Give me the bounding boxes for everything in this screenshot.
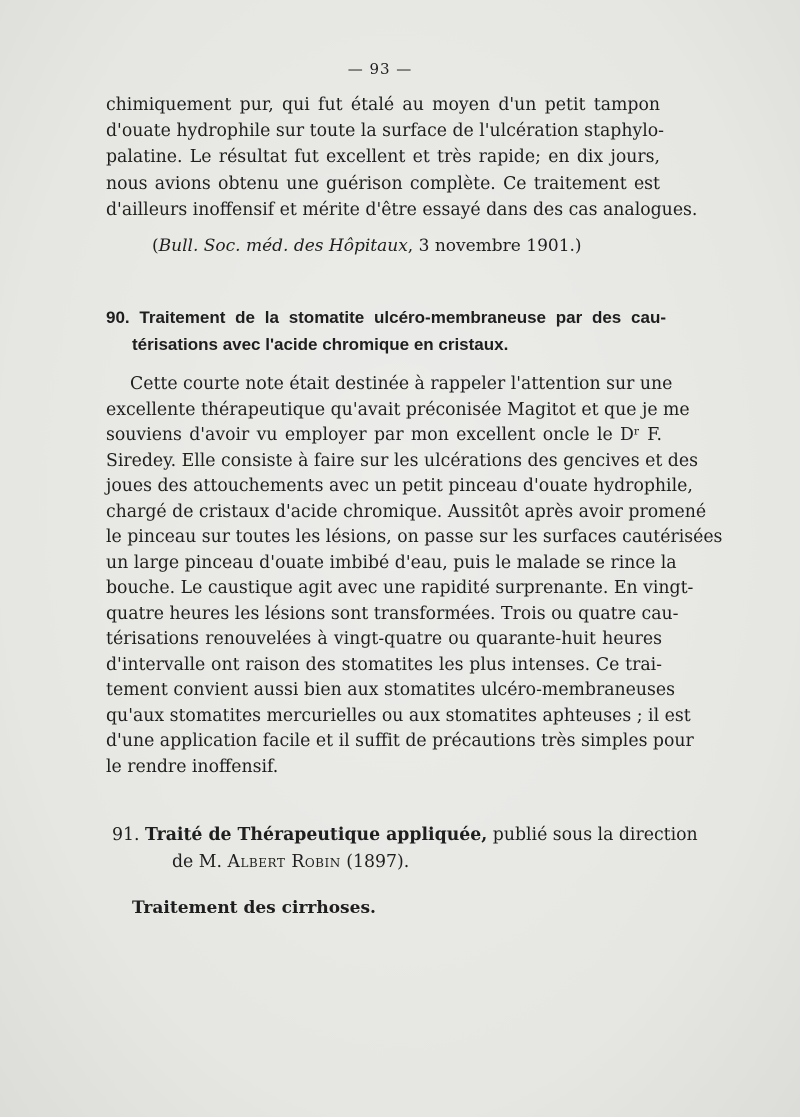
section-91-line: de M. Albert Robin (1897). [172,852,410,872]
text-line: chargé de cristaux d'acide chromique. Aussitôt après avoir promené [106,501,707,522]
text-line: le rendre inoffensif. [106,756,279,777]
top-paragraph [106,92,698,223]
text-line: excellente thérapeutique qu'avait préconisée Magitot et que je me [106,399,690,420]
section-91-number: 91. [112,825,140,845]
section-91-line: 91. Traité de Thérapeutique appliquée, publié sous la direction [112,825,698,845]
text-line: souviens d'avoir vu employer par mon excellent oncle le Dʳ F. [106,425,662,445]
text-line: térisations renouvelées à vingt-quatre ou quarante-huit heures [106,629,662,649]
citation-journal: Bull. Soc. méd. des Hôpitaux [158,236,408,256]
section-90-title-line: térisations avec l'acide chromique en cristaux. [132,335,509,354]
page-number: — 93 — [347,60,413,78]
text-line: bouche. Le caustique agit avec une rapidité surprenante. En vingt- [106,578,694,598]
text-line: d'une application facile et il suffit de précautions très simples pour [106,731,694,751]
text-line: Siredey. Elle consiste à faire sur les ulcérations des gencives et des [106,450,698,471]
subheading: Traitement des cirrhoses. [132,898,376,918]
text-line: chimiquement pur, qui fut étalé au moyen d'un petit tampon [106,95,660,115]
author-name: Albert Robin [227,852,341,872]
text-line: joues des attouchements avec un petit pinceau d'ouate hydrophile, [106,476,693,496]
section-90-title-line: 90. Traitement de la stomatite ulcéro-membraneuse par des cau- [106,308,666,327]
citation: (Bull. Soc. méd. des Hôpitaux, 3 novembre 1901.) [152,236,582,256]
text-line: quatre heures les lésions sont transformées. Trois ou quatre cau- [106,603,679,624]
text-line: palatine. Le résultat fut excellent et très rapide; en dix jours, [106,147,660,168]
section-91-title: Traité de Thérapeutique appliquée, [144,825,488,845]
text-line: d'intervalle ont raison des stomatites les plus intenses. Ce trai- [106,654,662,675]
text-line: un large pinceau d'ouate imbibé d'eau, puis le malade se rince la [106,552,677,573]
section-90-body [106,372,723,780]
section-91-heading [112,822,698,876]
text-line: le pinceau sur toutes les lésions, on passe sur les surfaces cautérisées [106,527,723,547]
text-line: qu'aux stomatites mercurielles ou aux stomatites aphteuses ; il est [106,705,691,726]
section-90-heading [106,304,666,358]
text-line: tement convient aussi bien aux stomatites ulcéro-membraneuses [106,680,676,700]
text-line: d'ouate hydrophile sur toute la surface de l'ulcération staphylo- [106,121,665,142]
citation-date: , 3 novembre 1901.) [407,236,582,256]
text-line: d'ailleurs inoffensif et mérite d'être essayé dans des cas analogues. [106,199,698,220]
text-line: nous avions obtenu une guérison complète. Ce traitement est [106,173,660,194]
text-line: Cette courte note était destinée à rappeler l'attention sur une [130,374,673,394]
